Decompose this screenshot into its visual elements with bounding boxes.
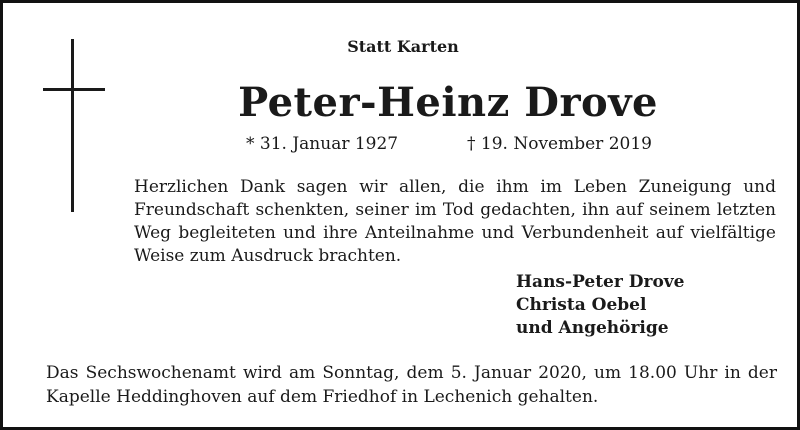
thanks-paragraph: Herzlichen Dank sagen wir allen, die ihm im Leben Zuneigung und Freundschaft schenkten, seiner im Tod gedachten, ihn auf seinem letzten Weg begleiteten und ihre Anteilnahme und Verbundenheit auf vielfältige Weise zum Ausdruck brachten. xyxy=(134,177,776,266)
signer-name: Christa Oebel xyxy=(516,295,647,315)
signers-block xyxy=(516,271,684,340)
service-notice: Das Sechswochenamt wird am Sonntag, dem 5. Januar 2020, um 18.00 Uhr in der Kapelle Heddinghoven auf dem Friedhof in Lechenich gehalten. xyxy=(46,363,777,407)
death-date: † 19. November 2019 xyxy=(467,134,652,154)
signer-name: und Angehörige xyxy=(516,318,669,338)
signer-name: Hans-Peter Drove xyxy=(516,272,685,292)
birth-date: * 31. Januar 1927 xyxy=(246,134,399,154)
deceased-name: Peter-Heinz Drove xyxy=(238,79,658,126)
header-text: Statt Karten xyxy=(347,37,459,56)
